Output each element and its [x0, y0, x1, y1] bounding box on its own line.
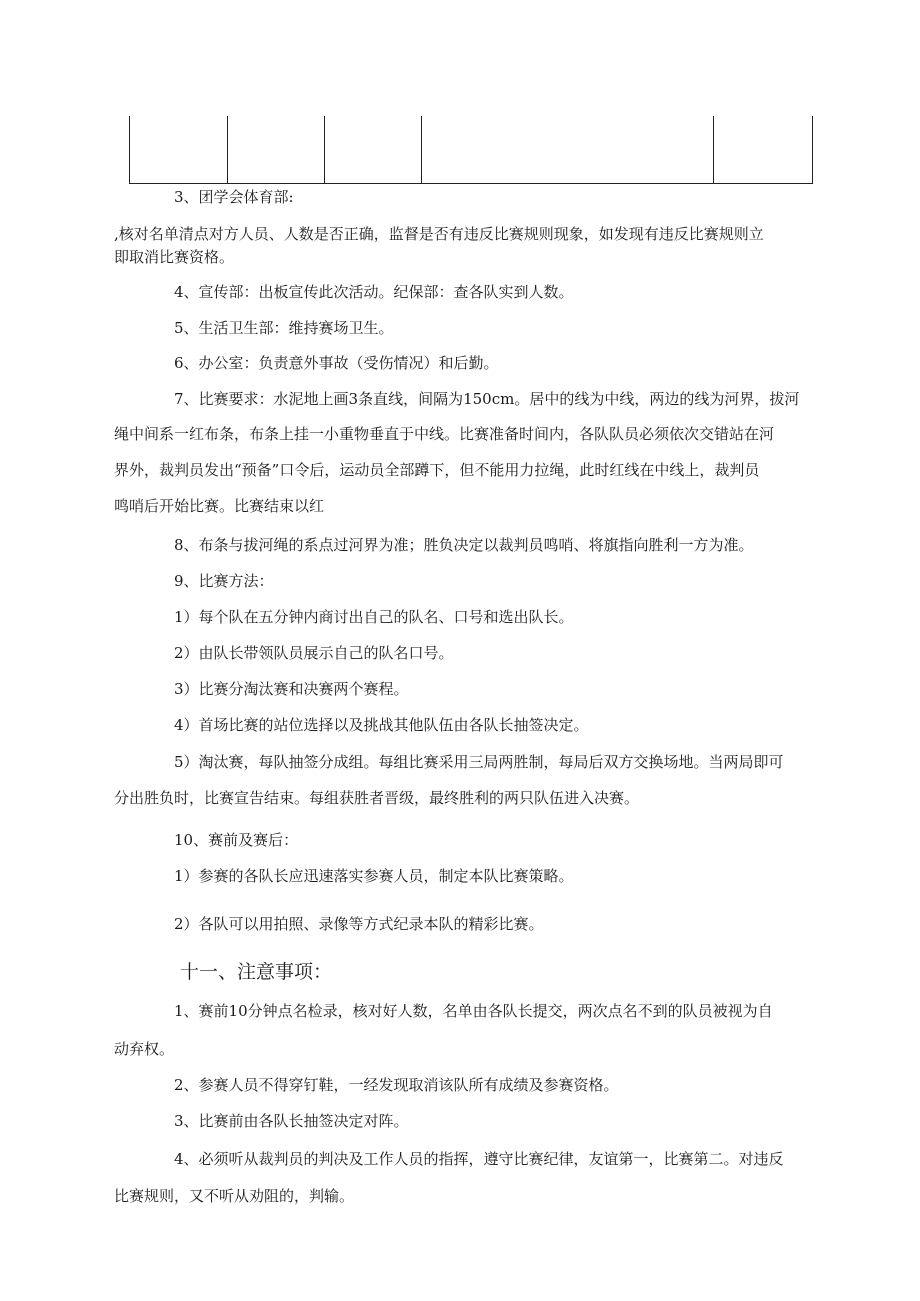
line-text: 动弃权。: [114, 1040, 175, 1058]
line-text: 7、比赛要求：水泥地上画3条直线，间隔为150cm。居中的线为中线，两边的线为河界，拔河: [174, 390, 800, 408]
line-text: 绳中间系一红布条，布条上挂一小重物垂直于中线。比赛准备时间内，各队队员必须依次交错站在河: [114, 425, 775, 443]
line-text: 6、办公室：负责意外事故（受伤情况）和后勤。: [174, 354, 499, 372]
line-text: 10、赛前及赛后：: [174, 831, 299, 849]
table-column-divider: [812, 116, 813, 183]
line-text: 2、参赛人员不得穿钉鞋，一经发现取消该队所有成绩及参赛资格。: [174, 1076, 619, 1094]
table-column-divider: [713, 116, 714, 183]
table-column-divider: [227, 116, 228, 183]
table-column-divider: [324, 116, 325, 183]
line-text: 4、必须听从裁判员的判决及工作人员的指挥，遵守比赛纪律，友谊第一，比赛第二。对违反: [174, 1150, 784, 1168]
line-text: 5）淘汰赛，每队抽签分成组。每组比赛采用三局两胜制，每局后双方交换场地。当两局即可: [174, 753, 784, 771]
line-text: 界外，裁判员发出“预备”口令后，运动员全部蹲下，但不能用力拉绳，此时红线在中线上，裁判员: [114, 461, 760, 479]
line-text: 2）各队可以用拍照、录像等方式纪录本队的精彩比赛。: [174, 915, 544, 933]
line-text: 9、比赛方法：: [174, 572, 274, 590]
line-text: 3）比赛分淘汰赛和决赛两个赛程。: [174, 680, 409, 698]
line-text: 鸣哨后开始比赛。比赛结束以红: [114, 497, 325, 515]
table-column-divider: [421, 116, 422, 183]
line-text: ,核对名单清点对方人员、人数是否正确，监督是否有违反比赛规则现象，如发现有违反比赛规则立: [114, 225, 764, 243]
table-fragment: [129, 116, 813, 184]
line-text: 3、团学会体育部:: [174, 188, 294, 206]
line-text: 1）参赛的各队长应迅速落实参赛人员，制定本队比赛策略。: [174, 867, 574, 885]
line-text: 4、宣传部：出板宣传此次活动。纪保部：查各队实到人数。: [174, 283, 574, 301]
line-text: 1）每个队在五分钟内商讨出自己的队名、口号和选出队长。: [174, 608, 574, 626]
section-heading-text: 十一、注意事项：: [180, 961, 333, 983]
line-text: 2）由队长带领队员展示自己的队名口号。: [174, 644, 454, 662]
line-text: 5、生活卫生部：维持赛场卫生。: [174, 319, 394, 337]
line-text: 4）首场比赛的站位选择以及挑战其他队伍由各队长抽签决定。: [174, 716, 589, 734]
line-text: 3、比赛前由各队长抽签决定对阵。: [174, 1112, 409, 1130]
line-text: 分出胜负时，比赛宣告结束。每组获胜者晋级，最终胜利的两只队伍进入决赛。: [114, 789, 640, 807]
line-text: 1、赛前10分钟点名检录，核对好人数，名单由各队长提交，两次点名不到的队员被视为自: [174, 1002, 773, 1020]
line-text: 比赛规则，又不听从劝阻的，判输。: [114, 1187, 355, 1205]
line-text: 8、布条与拔河绳的系点过河界为准；胜负决定以裁判员鸣哨、将旗指向胜利一方为准。: [174, 536, 754, 554]
line-text: 即取消比赛资格。: [114, 248, 235, 266]
